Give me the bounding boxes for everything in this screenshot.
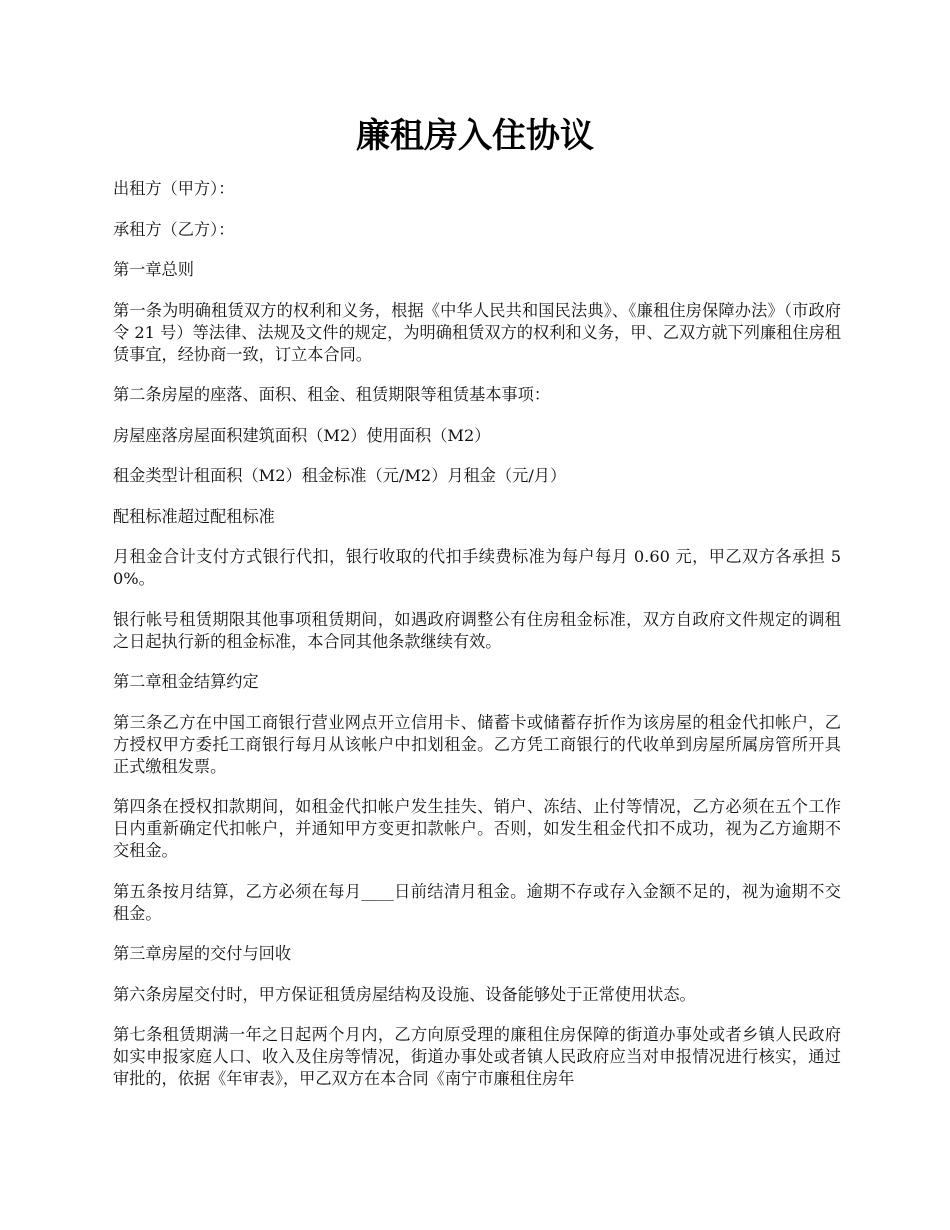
- paragraph-article-5: 第五条按月结算，乙方必须在每月____日前结清月租金。逾期不存或存入金额不足的，视为逾期不交租金。: [113, 881, 841, 923]
- paragraph-article-2: 第二条房屋的座落、面积、租金、租赁期限等租赁基本事项：: [113, 385, 551, 404]
- paragraph-article-6: 第六条房屋交付时，甲方保证租赁房屋结构及设施、设备能够处于正常使用状态。: [113, 984, 696, 1004]
- paragraph-allocation-standard: 配租标准超过配租标准: [113, 506, 275, 526]
- paragraph-article-1: 第一条为明确租赁双方的权利和义务，根据《中华人民共和国民法典》、《廉租住房保障办法》（市政府令 21 号）等法律、法规及文件的规定，为明确租赁双方的权利和义务，甲、乙双方就下列廉租住房租赁事宜，经协商一致，订立本合同。: [113, 300, 841, 364]
- chapter-heading-settlement: 第二章租金结算约定: [113, 672, 259, 691]
- paragraph-bank-account: 银行帐号租赁期限其他事项租赁期间，如遇政府调整公有住房租金标准，双方自政府文件规定的调租之日起执行新的租金标准，本合同其他条款继续有效。: [113, 609, 841, 651]
- paragraph-lessor: 出租方（甲方）：: [113, 179, 235, 198]
- paragraph-house-location: 房屋座落房屋面积建筑面积（M2）使用面积（M2）: [113, 425, 491, 445]
- paragraph-article-7: 第七条租赁期满一年之日起两个月内，乙方向原受理的廉租住房保障的街道办事处或者乡镇人民政府如实申报家庭人口、收入及住房等情况，街道办事处或者镇人民政府应当对申报情况进行核实，通过审批的，依据《年审表》，甲乙双方在本合同《南宁市廉租住房年: [113, 1025, 841, 1088]
- paragraph-article-4: 第四条在授权扣款期间，如租金代扣帐户发生挂失、销户、冻结、止付等情况，乙方必须在五个工作日内重新确定代扣帐户，并通知甲方变更扣款帐户。否则，如发生租金代扣不成功，视为乙方逾期不交租金。: [113, 797, 841, 860]
- document-title: 廉租房入住协议: [356, 116, 594, 156]
- document-body: [113, 178, 841, 1109]
- paragraph-article-3: 第三条乙方在中国工商银行营业网点开立信用卡、储蓄卡或储蓄存折作为该房屋的租金代扣帐户，乙方授权甲方委托工商银行每月从该帐户中扣划租金。乙方凭工商银行的代收单到房屋所属房管所开具正式缴租发票。: [113, 712, 841, 776]
- chapter-heading-general: 第一章总则: [113, 260, 194, 279]
- chapter-heading-delivery: 第三章房屋的交付与回收: [113, 944, 292, 963]
- paragraph-lessee: 承租方（乙方）：: [113, 219, 235, 239]
- paragraph-rent-type: 租金类型计租面积（M2）租金标准（元/M2）月租金（元/月）: [113, 466, 567, 485]
- paragraph-monthly-rent: 月租金合计支付方式银行代扣，银行收取的代扣手续费标准为每户每月 0.60 元，甲乙双方各承担 50%。: [113, 547, 841, 588]
